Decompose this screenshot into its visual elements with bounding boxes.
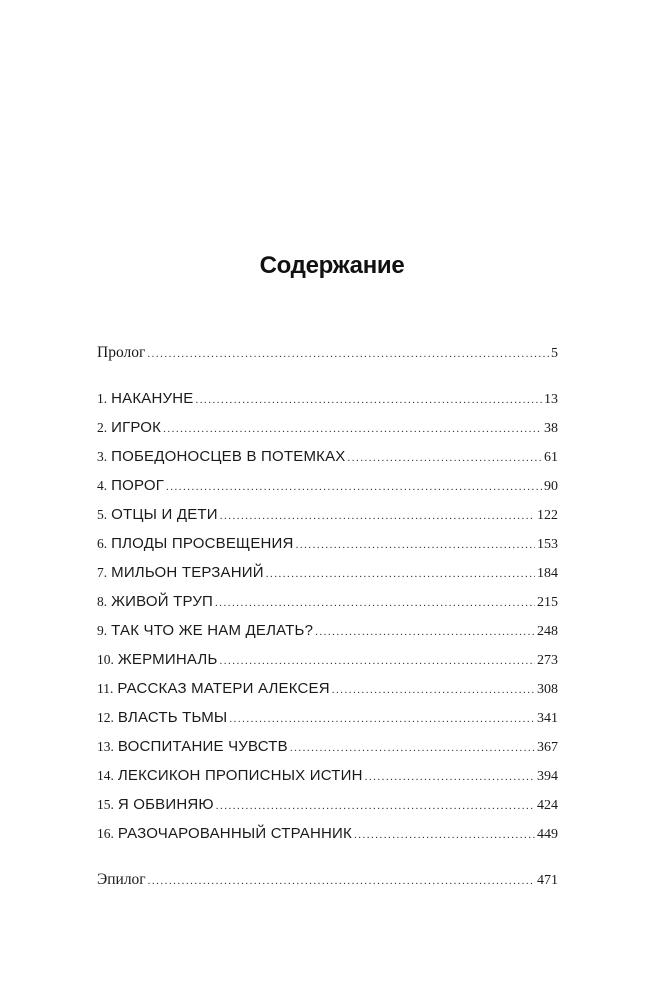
dot-leader bbox=[332, 677, 535, 703]
chapter-number: 2. bbox=[97, 420, 108, 435]
chapter-title: ИГРОК bbox=[111, 419, 162, 436]
toc-page-number: 13 bbox=[544, 392, 558, 407]
dot-leader bbox=[220, 503, 535, 529]
chapter-title: Я ОБВИНЯЮ bbox=[117, 796, 214, 813]
toc-page-number: 449 bbox=[537, 827, 558, 842]
toc-page-number: 184 bbox=[537, 566, 558, 581]
chapter-title: ЖЕРМИНАЛЬ bbox=[117, 651, 218, 668]
chapter-number: 9. bbox=[97, 623, 108, 638]
dot-leader bbox=[148, 868, 535, 894]
chapter-number: 7. bbox=[97, 565, 108, 580]
chapter-number: 15. bbox=[97, 797, 114, 812]
toc-page-number: 38 bbox=[544, 421, 558, 436]
toc-entry-chapter-2[interactable] bbox=[97, 415, 558, 441]
dot-leader bbox=[290, 735, 535, 761]
chapter-title: ВЛАСТЬ ТЬМЫ bbox=[117, 709, 228, 726]
chapter-number: 10. bbox=[97, 652, 114, 667]
chapter-title: РАССКАЗ МАТЕРИ АЛЕКСЕЯ bbox=[117, 680, 330, 697]
chapter-title: ПОБЕДОНОСЦЕВ В ПОТЕМКАХ bbox=[111, 448, 346, 465]
toc-entry-epilogue[interactable] bbox=[97, 867, 558, 893]
toc-page-number: 367 bbox=[537, 740, 558, 755]
toc-page-number: 341 bbox=[537, 711, 558, 726]
dot-leader bbox=[229, 706, 535, 732]
toc-entry-chapter-10[interactable] bbox=[97, 647, 558, 673]
chapter-title: НАКАНУНЕ bbox=[111, 390, 194, 407]
dot-leader bbox=[163, 416, 542, 442]
chapter-number: 13. bbox=[97, 739, 114, 754]
dot-leader bbox=[220, 648, 536, 674]
dot-leader bbox=[348, 445, 543, 471]
toc-entry-chapter-1[interactable] bbox=[97, 386, 558, 412]
toc-page-number: 308 bbox=[537, 682, 558, 697]
chapter-number: 8. bbox=[97, 594, 108, 609]
dot-leader bbox=[166, 474, 542, 500]
toc-entry-chapter-8[interactable] bbox=[97, 589, 558, 615]
toc-entry-chapter-16[interactable] bbox=[97, 821, 558, 847]
page-title: Содержание bbox=[259, 252, 405, 279]
toc-entry-chapter-7[interactable] bbox=[97, 560, 558, 586]
chapter-number: 14. bbox=[97, 768, 114, 783]
toc-entry-label: Пролог bbox=[97, 344, 146, 361]
toc-entry-chapter-6[interactable] bbox=[97, 531, 558, 557]
dot-leader bbox=[296, 532, 535, 558]
toc-page-number: 394 bbox=[537, 769, 558, 784]
chapter-title: ПОРОГ bbox=[111, 477, 165, 494]
chapter-title: ЖИВОЙ ТРУП bbox=[111, 593, 214, 610]
toc-entry-chapter-12[interactable] bbox=[97, 705, 558, 731]
toc-entry-chapter-13[interactable] bbox=[97, 734, 558, 760]
toc-page-number: 153 bbox=[537, 537, 558, 552]
toc-page-number: 424 bbox=[537, 798, 558, 813]
toc-entry-label: Эпилог bbox=[97, 871, 146, 888]
dot-leader bbox=[315, 619, 535, 645]
chapter-number: 11. bbox=[97, 681, 114, 696]
toc-page-number: 5 bbox=[551, 346, 558, 361]
dot-leader bbox=[147, 341, 549, 367]
toc-page-number: 90 bbox=[544, 479, 558, 494]
toc-entry-chapter-15[interactable] bbox=[97, 792, 558, 818]
chapter-title: РАЗОЧАРОВАННЫЙ СТРАННИК bbox=[117, 825, 352, 842]
toc-page-number: 273 bbox=[537, 653, 558, 668]
chapter-title: ЛЕКСИКОН ПРОПИСНЫХ ИСТИН bbox=[117, 767, 363, 784]
dot-leader bbox=[216, 793, 535, 819]
toc-entry-chapter-11[interactable] bbox=[97, 676, 558, 702]
toc-entry-chapter-3[interactable] bbox=[97, 444, 558, 470]
dot-leader bbox=[365, 764, 535, 790]
chapter-title: ПЛОДЫ ПРОСВЕЩЕНИЯ bbox=[111, 535, 294, 552]
toc-entry-chapter-9[interactable] bbox=[97, 618, 558, 644]
chapter-number: 12. bbox=[97, 710, 114, 725]
toc-page-number: 61 bbox=[544, 450, 558, 465]
toc-entry-chapter-5[interactable] bbox=[97, 502, 558, 528]
toc-page-number: 248 bbox=[537, 624, 558, 639]
toc-entry-chapter-14[interactable] bbox=[97, 763, 558, 789]
chapter-title: ВОСПИТАНИЕ ЧУВСТВ bbox=[117, 738, 288, 755]
chapter-number: 1. bbox=[97, 391, 108, 406]
chapter-number: 4. bbox=[97, 478, 108, 493]
dot-leader bbox=[196, 387, 542, 413]
chapter-number: 6. bbox=[97, 536, 108, 551]
dot-leader bbox=[354, 822, 535, 848]
chapter-number: 3. bbox=[97, 449, 108, 464]
chapter-number: 16. bbox=[97, 826, 114, 841]
chapter-number: 5. bbox=[97, 507, 108, 522]
toc-entry-prologue[interactable] bbox=[97, 340, 558, 366]
toc-entry-chapter-4[interactable] bbox=[97, 473, 558, 499]
chapter-title: ОТЦЫ И ДЕТИ bbox=[111, 506, 218, 523]
chapter-title: ТАК ЧТО ЖЕ НАМ ДЕЛАТЬ? bbox=[111, 622, 314, 639]
dot-leader bbox=[215, 590, 535, 616]
toc-page-number: 215 bbox=[537, 595, 558, 610]
dot-leader bbox=[266, 561, 535, 587]
toc-page-number: 122 bbox=[537, 508, 558, 523]
chapter-title: МИЛЬОН ТЕРЗАНИЙ bbox=[111, 564, 264, 581]
toc-page-number: 471 bbox=[537, 873, 558, 888]
